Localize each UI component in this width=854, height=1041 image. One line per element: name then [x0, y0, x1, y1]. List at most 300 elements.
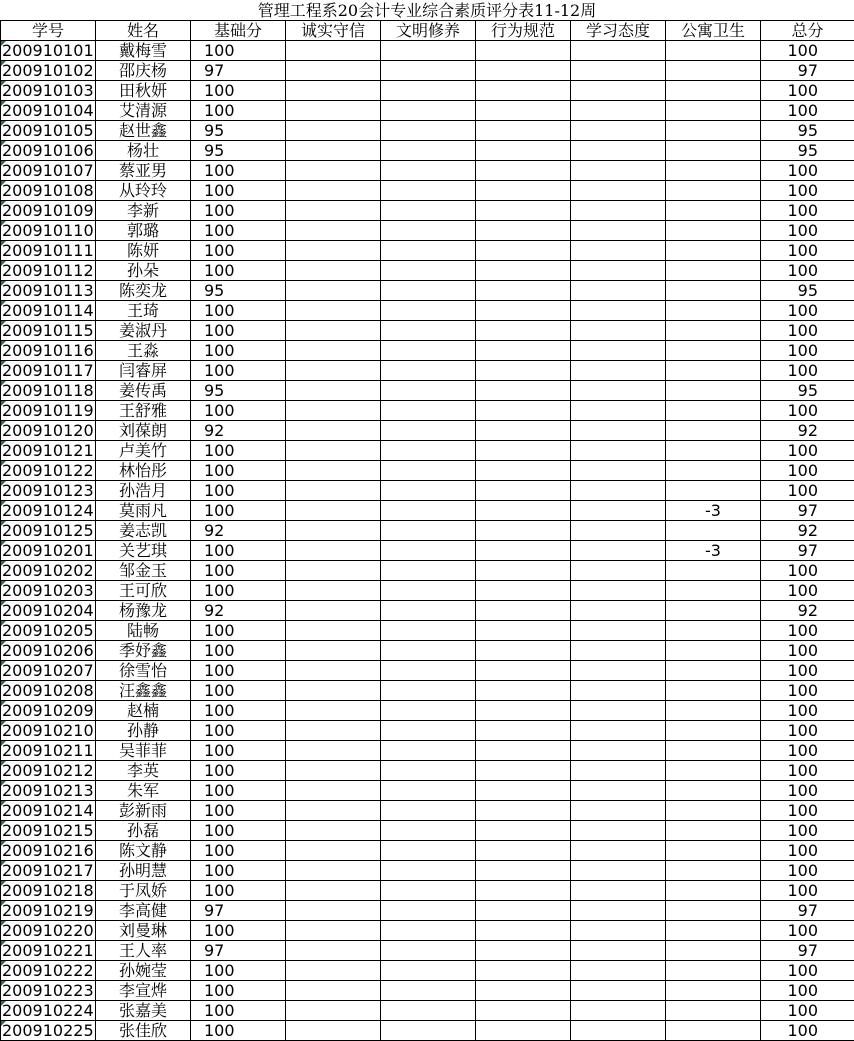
honesty-cell[interactable]	[286, 381, 381, 401]
student-id-cell[interactable]: 200910124	[1, 501, 96, 521]
conduct-cell[interactable]	[476, 161, 571, 181]
dorm-hygiene-cell[interactable]	[666, 801, 761, 821]
honesty-cell[interactable]	[286, 321, 381, 341]
attitude-cell[interactable]	[571, 541, 666, 561]
base-score-cell[interactable]: 95	[191, 281, 286, 301]
name-cell[interactable]: 陆畅	[96, 621, 191, 641]
civility-cell[interactable]	[381, 61, 476, 81]
name-cell[interactable]: 刘曼琳	[96, 921, 191, 941]
civility-cell[interactable]	[381, 361, 476, 381]
total-cell[interactable]: 100	[761, 721, 854, 741]
civility-cell[interactable]	[381, 681, 476, 701]
civility-cell[interactable]	[381, 161, 476, 181]
dorm-hygiene-cell[interactable]	[666, 101, 761, 121]
conduct-cell[interactable]	[476, 661, 571, 681]
civility-cell[interactable]	[381, 521, 476, 541]
dorm-hygiene-cell[interactable]	[666, 161, 761, 181]
conduct-cell[interactable]	[476, 141, 571, 161]
civility-cell[interactable]	[381, 721, 476, 741]
student-id-cell[interactable]: 200910224	[1, 1001, 96, 1021]
civility-cell[interactable]	[381, 961, 476, 981]
student-id-cell[interactable]: 200910212	[1, 761, 96, 781]
conduct-cell[interactable]	[476, 841, 571, 861]
header-name[interactable]: 姓名	[96, 21, 191, 41]
conduct-cell[interactable]	[476, 601, 571, 621]
dorm-hygiene-cell[interactable]	[666, 821, 761, 841]
conduct-cell[interactable]	[476, 561, 571, 581]
civility-cell[interactable]	[381, 141, 476, 161]
total-cell[interactable]: 95	[761, 281, 854, 301]
conduct-cell[interactable]	[476, 701, 571, 721]
base-score-cell[interactable]: 100	[191, 461, 286, 481]
student-id-cell[interactable]: 200910109	[1, 201, 96, 221]
attitude-cell[interactable]	[571, 121, 666, 141]
base-score-cell[interactable]: 100	[191, 341, 286, 361]
total-cell[interactable]: 100	[761, 341, 854, 361]
name-cell[interactable]: 李新	[96, 201, 191, 221]
dorm-hygiene-cell[interactable]	[666, 281, 761, 301]
total-cell[interactable]: 92	[761, 421, 854, 441]
attitude-cell[interactable]	[571, 941, 666, 961]
total-cell[interactable]: 100	[761, 81, 854, 101]
base-score-cell[interactable]: 92	[191, 521, 286, 541]
student-id-cell[interactable]: 200910123	[1, 481, 96, 501]
name-cell[interactable]: 卢美竹	[96, 441, 191, 461]
student-id-cell[interactable]: 200910216	[1, 841, 96, 861]
total-cell[interactable]: 100	[761, 321, 854, 341]
honesty-cell[interactable]	[286, 241, 381, 261]
honesty-cell[interactable]	[286, 641, 381, 661]
civility-cell[interactable]	[381, 981, 476, 1001]
honesty-cell[interactable]	[286, 461, 381, 481]
conduct-cell[interactable]	[476, 221, 571, 241]
student-id-cell[interactable]: 200910211	[1, 741, 96, 761]
honesty-cell[interactable]	[286, 201, 381, 221]
base-score-cell[interactable]: 97	[191, 61, 286, 81]
honesty-cell[interactable]	[286, 1001, 381, 1021]
dorm-hygiene-cell[interactable]	[666, 901, 761, 921]
conduct-cell[interactable]	[476, 441, 571, 461]
name-cell[interactable]: 戴梅雪	[96, 41, 191, 61]
total-cell[interactable]: 100	[761, 861, 854, 881]
attitude-cell[interactable]	[571, 481, 666, 501]
conduct-cell[interactable]	[476, 281, 571, 301]
dorm-hygiene-cell[interactable]	[666, 861, 761, 881]
dorm-hygiene-cell[interactable]	[666, 681, 761, 701]
name-cell[interactable]: 邵庆杨	[96, 61, 191, 81]
student-id-cell[interactable]: 200910107	[1, 161, 96, 181]
header-total[interactable]: 总分	[761, 21, 854, 41]
total-cell[interactable]: 95	[761, 381, 854, 401]
total-cell[interactable]: 100	[761, 561, 854, 581]
honesty-cell[interactable]	[286, 961, 381, 981]
name-cell[interactable]: 孙静	[96, 721, 191, 741]
honesty-cell[interactable]	[286, 521, 381, 541]
attitude-cell[interactable]	[571, 901, 666, 921]
base-score-cell[interactable]: 95	[191, 141, 286, 161]
student-id-cell[interactable]: 200910222	[1, 961, 96, 981]
name-cell[interactable]: 徐雪怡	[96, 661, 191, 681]
student-id-cell[interactable]: 200910225	[1, 1021, 96, 1041]
conduct-cell[interactable]	[476, 581, 571, 601]
name-cell[interactable]: 张佳欣	[96, 1021, 191, 1041]
base-score-cell[interactable]: 100	[191, 101, 286, 121]
conduct-cell[interactable]	[476, 821, 571, 841]
honesty-cell[interactable]	[286, 841, 381, 861]
name-cell[interactable]: 邹金玉	[96, 561, 191, 581]
student-id-cell[interactable]: 200910118	[1, 381, 96, 401]
header-attitude[interactable]: 学习态度	[571, 21, 666, 41]
name-cell[interactable]: 吴菲菲	[96, 741, 191, 761]
conduct-cell[interactable]	[476, 381, 571, 401]
conduct-cell[interactable]	[476, 641, 571, 661]
base-score-cell[interactable]: 100	[191, 201, 286, 221]
civility-cell[interactable]	[381, 781, 476, 801]
base-score-cell[interactable]: 97	[191, 941, 286, 961]
honesty-cell[interactable]	[286, 161, 381, 181]
attitude-cell[interactable]	[571, 141, 666, 161]
name-cell[interactable]: 李英	[96, 761, 191, 781]
honesty-cell[interactable]	[286, 601, 381, 621]
total-cell[interactable]: 100	[761, 1001, 854, 1021]
honesty-cell[interactable]	[286, 301, 381, 321]
total-cell[interactable]: 95	[761, 121, 854, 141]
conduct-cell[interactable]	[476, 301, 571, 321]
student-id-cell[interactable]: 200910112	[1, 261, 96, 281]
conduct-cell[interactable]	[476, 401, 571, 421]
conduct-cell[interactable]	[476, 961, 571, 981]
conduct-cell[interactable]	[476, 1001, 571, 1021]
dorm-hygiene-cell[interactable]	[666, 881, 761, 901]
honesty-cell[interactable]	[286, 681, 381, 701]
conduct-cell[interactable]	[476, 861, 571, 881]
conduct-cell[interactable]	[476, 461, 571, 481]
total-cell[interactable]: 100	[761, 41, 854, 61]
name-cell[interactable]: 张嘉美	[96, 1001, 191, 1021]
student-id-cell[interactable]: 200910115	[1, 321, 96, 341]
student-id-cell[interactable]: 200910209	[1, 701, 96, 721]
civility-cell[interactable]	[381, 201, 476, 221]
name-cell[interactable]: 蔡亚男	[96, 161, 191, 181]
student-id-cell[interactable]: 200910116	[1, 341, 96, 361]
conduct-cell[interactable]	[476, 801, 571, 821]
base-score-cell[interactable]: 100	[191, 241, 286, 261]
base-score-cell[interactable]: 100	[191, 1021, 286, 1041]
dorm-hygiene-cell[interactable]	[666, 941, 761, 961]
base-score-cell[interactable]: 95	[191, 121, 286, 141]
honesty-cell[interactable]	[286, 941, 381, 961]
student-id-cell[interactable]: 200910104	[1, 101, 96, 121]
honesty-cell[interactable]	[286, 441, 381, 461]
base-score-cell[interactable]: 100	[191, 301, 286, 321]
honesty-cell[interactable]	[286, 721, 381, 741]
base-score-cell[interactable]: 100	[191, 321, 286, 341]
name-cell[interactable]: 王舒雅	[96, 401, 191, 421]
attitude-cell[interactable]	[571, 281, 666, 301]
attitude-cell[interactable]	[571, 401, 666, 421]
name-cell[interactable]: 姜淑丹	[96, 321, 191, 341]
honesty-cell[interactable]	[286, 121, 381, 141]
conduct-cell[interactable]	[476, 901, 571, 921]
conduct-cell[interactable]	[476, 621, 571, 641]
dorm-hygiene-cell[interactable]	[666, 721, 761, 741]
civility-cell[interactable]	[381, 581, 476, 601]
attitude-cell[interactable]	[571, 521, 666, 541]
civility-cell[interactable]	[381, 321, 476, 341]
total-cell[interactable]: 100	[761, 481, 854, 501]
civility-cell[interactable]	[381, 421, 476, 441]
dorm-hygiene-cell[interactable]	[666, 961, 761, 981]
total-cell[interactable]: 95	[761, 141, 854, 161]
civility-cell[interactable]	[381, 241, 476, 261]
conduct-cell[interactable]	[476, 1021, 571, 1041]
attitude-cell[interactable]	[571, 961, 666, 981]
honesty-cell[interactable]	[286, 361, 381, 381]
conduct-cell[interactable]	[476, 501, 571, 521]
honesty-cell[interactable]	[286, 861, 381, 881]
base-score-cell[interactable]: 100	[191, 41, 286, 61]
conduct-cell[interactable]	[476, 681, 571, 701]
base-score-cell[interactable]: 100	[191, 841, 286, 861]
dorm-hygiene-cell[interactable]	[666, 381, 761, 401]
dorm-hygiene-cell[interactable]	[666, 701, 761, 721]
conduct-cell[interactable]	[476, 341, 571, 361]
name-cell[interactable]: 郭璐	[96, 221, 191, 241]
student-id-cell[interactable]: 200910119	[1, 401, 96, 421]
attitude-cell[interactable]	[571, 301, 666, 321]
base-score-cell[interactable]: 100	[191, 541, 286, 561]
honesty-cell[interactable]	[286, 621, 381, 641]
conduct-cell[interactable]	[476, 761, 571, 781]
base-score-cell[interactable]: 100	[191, 621, 286, 641]
dorm-hygiene-cell[interactable]	[666, 41, 761, 61]
civility-cell[interactable]	[381, 41, 476, 61]
total-cell[interactable]: 100	[761, 921, 854, 941]
student-id-cell[interactable]: 200910113	[1, 281, 96, 301]
civility-cell[interactable]	[381, 701, 476, 721]
name-cell[interactable]: 姜传禹	[96, 381, 191, 401]
conduct-cell[interactable]	[476, 321, 571, 341]
header-civility[interactable]: 文明修养	[381, 21, 476, 41]
civility-cell[interactable]	[381, 501, 476, 521]
total-cell[interactable]: 97	[761, 61, 854, 81]
student-id-cell[interactable]: 200910111	[1, 241, 96, 261]
student-id-cell[interactable]: 200910203	[1, 581, 96, 601]
total-cell[interactable]: 100	[761, 761, 854, 781]
dorm-hygiene-cell[interactable]	[666, 461, 761, 481]
base-score-cell[interactable]: 100	[191, 701, 286, 721]
total-cell[interactable]: 100	[761, 881, 854, 901]
civility-cell[interactable]	[381, 941, 476, 961]
attitude-cell[interactable]	[571, 821, 666, 841]
honesty-cell[interactable]	[286, 981, 381, 1001]
base-score-cell[interactable]: 100	[191, 581, 286, 601]
student-id-cell[interactable]: 200910219	[1, 901, 96, 921]
dorm-hygiene-cell[interactable]	[666, 121, 761, 141]
honesty-cell[interactable]	[286, 661, 381, 681]
dorm-hygiene-cell[interactable]	[666, 321, 761, 341]
name-cell[interactable]: 孙婉莹	[96, 961, 191, 981]
dorm-hygiene-cell[interactable]: -3	[666, 501, 761, 521]
dorm-hygiene-cell[interactable]	[666, 981, 761, 1001]
honesty-cell[interactable]	[286, 901, 381, 921]
name-cell[interactable]: 陈奕龙	[96, 281, 191, 301]
civility-cell[interactable]	[381, 821, 476, 841]
dorm-hygiene-cell[interactable]	[666, 561, 761, 581]
civility-cell[interactable]	[381, 621, 476, 641]
dorm-hygiene-cell[interactable]	[666, 921, 761, 941]
honesty-cell[interactable]	[286, 421, 381, 441]
total-cell[interactable]: 100	[761, 441, 854, 461]
civility-cell[interactable]	[381, 641, 476, 661]
total-cell[interactable]: 100	[761, 961, 854, 981]
student-id-cell[interactable]: 200910202	[1, 561, 96, 581]
name-cell[interactable]: 王淼	[96, 341, 191, 361]
name-cell[interactable]: 王可欣	[96, 581, 191, 601]
honesty-cell[interactable]	[286, 561, 381, 581]
name-cell[interactable]: 季妤鑫	[96, 641, 191, 661]
attitude-cell[interactable]	[571, 461, 666, 481]
civility-cell[interactable]	[381, 81, 476, 101]
dorm-hygiene-cell[interactable]	[666, 841, 761, 861]
total-cell[interactable]: 100	[761, 781, 854, 801]
honesty-cell[interactable]	[286, 761, 381, 781]
honesty-cell[interactable]	[286, 41, 381, 61]
honesty-cell[interactable]	[286, 101, 381, 121]
student-id-cell[interactable]: 200910122	[1, 461, 96, 481]
student-id-cell[interactable]: 200910217	[1, 861, 96, 881]
total-cell[interactable]: 100	[761, 181, 854, 201]
name-cell[interactable]: 艾清源	[96, 101, 191, 121]
attitude-cell[interactable]	[571, 361, 666, 381]
attitude-cell[interactable]	[571, 981, 666, 1001]
civility-cell[interactable]	[381, 261, 476, 281]
dorm-hygiene-cell[interactable]	[666, 341, 761, 361]
name-cell[interactable]: 从玲玲	[96, 181, 191, 201]
conduct-cell[interactable]	[476, 941, 571, 961]
name-cell[interactable]: 刘葆朗	[96, 421, 191, 441]
attitude-cell[interactable]	[571, 921, 666, 941]
civility-cell[interactable]	[381, 901, 476, 921]
honesty-cell[interactable]	[286, 881, 381, 901]
student-id-cell[interactable]: 200910218	[1, 881, 96, 901]
civility-cell[interactable]	[381, 401, 476, 421]
attitude-cell[interactable]	[571, 761, 666, 781]
attitude-cell[interactable]	[571, 781, 666, 801]
student-id-cell[interactable]: 200910201	[1, 541, 96, 561]
total-cell[interactable]: 100	[761, 221, 854, 241]
civility-cell[interactable]	[381, 1021, 476, 1041]
student-id-cell[interactable]: 200910215	[1, 821, 96, 841]
student-id-cell[interactable]: 200910110	[1, 221, 96, 241]
conduct-cell[interactable]	[476, 721, 571, 741]
attitude-cell[interactable]	[571, 701, 666, 721]
name-cell[interactable]: 姜志凯	[96, 521, 191, 541]
total-cell[interactable]: 100	[761, 581, 854, 601]
attitude-cell[interactable]	[571, 421, 666, 441]
header-conduct[interactable]: 行为规范	[476, 21, 571, 41]
honesty-cell[interactable]	[286, 141, 381, 161]
dorm-hygiene-cell[interactable]	[666, 581, 761, 601]
attitude-cell[interactable]	[571, 501, 666, 521]
total-cell[interactable]: 100	[761, 401, 854, 421]
civility-cell[interactable]	[381, 861, 476, 881]
dorm-hygiene-cell[interactable]	[666, 201, 761, 221]
attitude-cell[interactable]	[571, 861, 666, 881]
civility-cell[interactable]	[381, 561, 476, 581]
attitude-cell[interactable]	[571, 661, 666, 681]
base-score-cell[interactable]: 95	[191, 381, 286, 401]
conduct-cell[interactable]	[476, 201, 571, 221]
total-cell[interactable]: 100	[761, 641, 854, 661]
total-cell[interactable]: 100	[761, 241, 854, 261]
civility-cell[interactable]	[381, 441, 476, 461]
attitude-cell[interactable]	[571, 61, 666, 81]
honesty-cell[interactable]	[286, 181, 381, 201]
name-cell[interactable]: 陈文静	[96, 841, 191, 861]
base-score-cell[interactable]: 100	[191, 401, 286, 421]
civility-cell[interactable]	[381, 881, 476, 901]
dorm-hygiene-cell[interactable]	[666, 661, 761, 681]
dorm-hygiene-cell[interactable]	[666, 641, 761, 661]
base-score-cell[interactable]: 92	[191, 601, 286, 621]
base-score-cell[interactable]: 100	[191, 501, 286, 521]
base-score-cell[interactable]: 100	[191, 681, 286, 701]
attitude-cell[interactable]	[571, 641, 666, 661]
civility-cell[interactable]	[381, 301, 476, 321]
name-cell[interactable]: 于凤娇	[96, 881, 191, 901]
base-score-cell[interactable]: 100	[191, 921, 286, 941]
base-score-cell[interactable]: 100	[191, 181, 286, 201]
conduct-cell[interactable]	[476, 541, 571, 561]
dorm-hygiene-cell[interactable]	[666, 521, 761, 541]
dorm-hygiene-cell[interactable]	[666, 621, 761, 641]
base-score-cell[interactable]: 100	[191, 161, 286, 181]
attitude-cell[interactable]	[571, 201, 666, 221]
conduct-cell[interactable]	[476, 981, 571, 1001]
dorm-hygiene-cell[interactable]	[666, 421, 761, 441]
total-cell[interactable]: 92	[761, 521, 854, 541]
base-score-cell[interactable]: 100	[191, 661, 286, 681]
name-cell[interactable]: 杨壮	[96, 141, 191, 161]
base-score-cell[interactable]: 100	[191, 721, 286, 741]
attitude-cell[interactable]	[571, 101, 666, 121]
dorm-hygiene-cell[interactable]	[666, 81, 761, 101]
name-cell[interactable]: 闫睿屏	[96, 361, 191, 381]
civility-cell[interactable]	[381, 841, 476, 861]
honesty-cell[interactable]	[286, 1021, 381, 1041]
student-id-cell[interactable]: 200910105	[1, 121, 96, 141]
civility-cell[interactable]	[381, 281, 476, 301]
conduct-cell[interactable]	[476, 241, 571, 261]
honesty-cell[interactable]	[286, 261, 381, 281]
student-id-cell[interactable]: 200910220	[1, 921, 96, 941]
honesty-cell[interactable]	[286, 821, 381, 841]
civility-cell[interactable]	[381, 461, 476, 481]
name-cell[interactable]: 赵楠	[96, 701, 191, 721]
student-id-cell[interactable]: 200910102	[1, 61, 96, 81]
dorm-hygiene-cell[interactable]	[666, 61, 761, 81]
civility-cell[interactable]	[381, 741, 476, 761]
civility-cell[interactable]	[381, 541, 476, 561]
base-score-cell[interactable]: 100	[191, 81, 286, 101]
header-base-score[interactable]: 基础分	[191, 21, 286, 41]
name-cell[interactable]: 朱军	[96, 781, 191, 801]
attitude-cell[interactable]	[571, 621, 666, 641]
dorm-hygiene-cell[interactable]	[666, 481, 761, 501]
base-score-cell[interactable]: 100	[191, 741, 286, 761]
base-score-cell[interactable]: 100	[191, 561, 286, 581]
